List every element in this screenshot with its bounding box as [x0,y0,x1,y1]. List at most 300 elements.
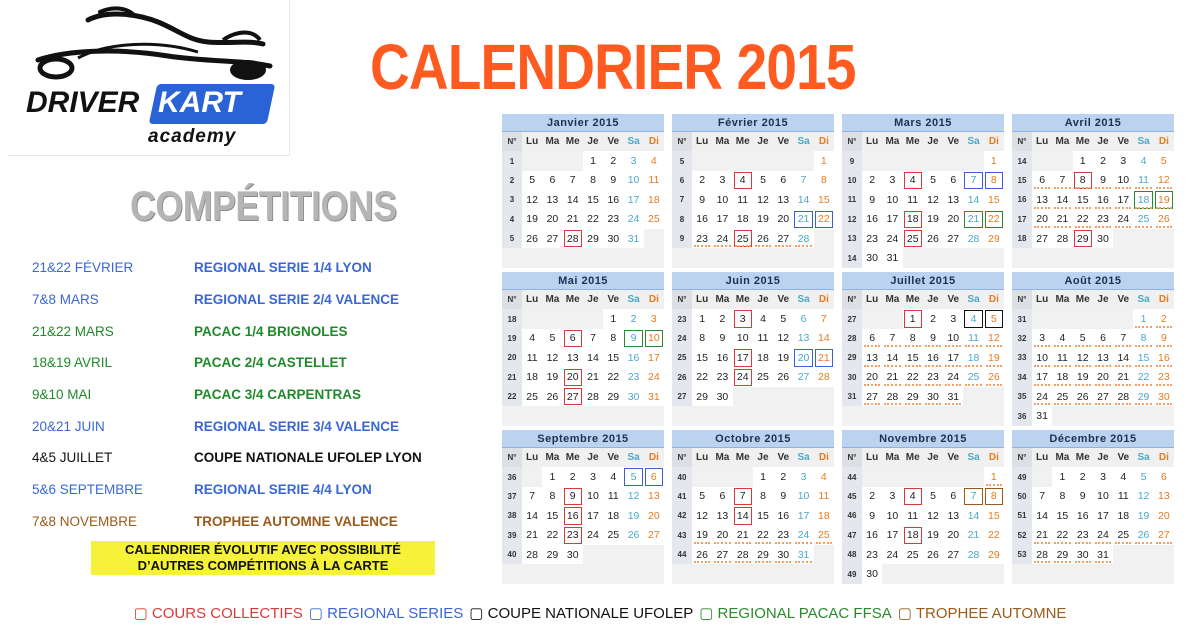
weekday-header: Sa [963,448,983,467]
month-title: Avril 2015 [1012,114,1174,132]
competition-name: REGIONAL SERIE 1/4 LYON [194,260,372,276]
week-number [1012,248,1032,267]
calendar-empty-cell [603,406,623,425]
calendar-day: 12 [696,509,708,522]
week-number [502,406,522,425]
calendar-day: 4 [820,471,827,484]
weekday-header: Ve [943,448,963,467]
calendar-day: 3 [950,313,957,326]
calendar-day: 19 [526,213,538,226]
calendar-day: 15 [903,348,923,367]
calendar-day: 28 [587,390,599,403]
calendar-day: 9 [699,193,706,206]
calendar-day: 7 [529,490,536,503]
calendar-day: 20 [546,213,559,226]
calendar-day: 4 [1140,155,1147,168]
calendar-day: 17 [627,193,640,206]
calendar-day: 28 [526,548,538,561]
weekday-header: Di [814,290,834,309]
calendar-day: 29 [1073,229,1093,248]
calendar-day: 12 [627,490,640,503]
calendar-empty-cell [692,248,712,267]
calendar-day: 22 [546,529,559,542]
calendar-empty-cell [1154,406,1174,425]
calendar-empty-cell [882,406,902,425]
calendar-day: 14 [882,348,902,367]
week-number: 6 [672,171,692,190]
week-number: 5 [502,229,522,248]
weekday-header: Lu [692,290,712,309]
calendar-day: 21 [733,526,753,545]
calendar-day: 12 [1073,348,1093,367]
calendar-empty-cell [984,387,1004,406]
calendar-day: 11 [737,193,749,206]
week-number: 27 [842,309,862,328]
week-number [1012,564,1032,583]
calendar-day: 7 [733,487,753,506]
weekday-header: Lu [862,290,882,309]
calendar-day: 19 [1154,190,1174,209]
calendar-day: 8 [984,171,1004,190]
week-number: 31 [842,387,862,406]
calendar-day: 10 [716,193,729,206]
weekday-header: Lu [522,290,542,309]
calendar-day: 5 [1140,471,1147,484]
calendar-empty-cell [923,406,943,425]
calendar-empty-cell [1032,564,1052,583]
calendar-day: 18 [1133,190,1153,209]
calendar-day: 29 [1133,387,1153,406]
calendar-empty-cell [542,309,562,328]
calendar-day: 1 [760,471,766,484]
calendar-empty-cell [814,564,834,583]
calendar-day: 30 [716,390,729,403]
calendar-day: 19 [1073,368,1093,387]
calendar-day: 8 [1059,490,1066,503]
calendar-empty-cell [583,309,603,328]
calendar-day: 5 [984,309,1004,328]
calendar-day: 27 [797,371,810,384]
calendar-day: 26 [1154,210,1174,229]
competitions-title: COMPÉTITIONS [130,182,397,229]
calendar-day: 6 [1032,171,1052,190]
calendar-day: 6 [1093,329,1113,348]
weekday-header: Ve [603,290,623,309]
month-calendar [672,114,834,268]
competition-date: 5&6 SEPTEMBRE [32,482,144,498]
calendar-empty-cell [753,564,773,583]
calendar-empty-cell [943,151,963,170]
weekday-header: Lu [522,448,542,467]
calendar-day: 21 [1052,210,1072,229]
week-number: 46 [842,506,862,525]
weekday-header: Je [923,290,943,309]
weekday-header: Lu [522,132,542,151]
month-title: Janvier 2015 [502,114,664,132]
week-number [842,406,862,425]
calendar-day: 31 [943,387,963,406]
calendar-day: 4 [1052,329,1072,348]
calendar-day: 10 [886,509,899,522]
calendar-empty-cell [1133,406,1153,425]
calendar-day: 9 [623,329,643,348]
calendar-empty-cell [1133,248,1153,267]
calendar-day: 16 [607,193,620,206]
calendar-day: 26 [546,390,559,403]
calendar-empty-cell [814,387,834,406]
calendar-day: 14 [526,509,538,522]
calendar-empty-cell [882,309,902,328]
calendar-day: 2 [1079,471,1086,484]
calendar-empty-cell [644,248,664,267]
calendar-day: 1 [699,313,706,326]
note-line-2: D’AUTRES COMPÉTITIONS À LA CARTE [137,558,389,573]
calendar-day: 4 [903,171,923,190]
weekday-header: Sa [793,132,813,151]
week-number: 38 [502,506,522,525]
calendar-day: 24 [712,229,732,248]
color-legend [0,604,1200,622]
calendar-day: 20 [1032,210,1052,229]
calendar-day: 3 [733,309,753,328]
calendar-empty-cell [583,564,603,583]
weekday-header: Di [814,448,834,467]
calendar-day: 30 [1073,545,1093,564]
competition-date: 9&10 MAI [32,387,92,403]
calendar-day: 6 [950,490,957,503]
calendar-day: 1 [1059,471,1066,484]
competition-name: REGIONAL SERIE 4/4 LYON [194,482,372,498]
calendar-day: 10 [1097,490,1109,503]
calendar-day: 23 [773,526,793,545]
weekday-header: Lu [1032,448,1052,467]
weekday-header: Ma [1052,290,1072,309]
calendar-day: 4 [1120,471,1127,484]
calendar-day: 21 [566,213,579,226]
calendar-day: 28 [1032,545,1052,564]
calendar-day: 4 [760,313,766,326]
calendar-day: 21 [882,368,902,387]
calendar-day: 2 [610,155,617,168]
calendar-day: 4 [529,332,536,345]
weekday-header: Je [753,132,773,151]
calendar-day: 27 [546,232,559,245]
calendar-day: 30 [866,252,878,265]
calendar-day: 16 [563,506,583,525]
week-number: 15 [1012,171,1032,190]
week-number: 31 [1012,309,1032,328]
calendar-day: 16 [866,213,878,226]
calendar-day: 24 [886,548,899,561]
calendar-empty-cell [814,406,834,425]
calendar-empty-cell [793,406,813,425]
calendar-day: 1 [984,467,1004,486]
week-number: 36 [502,467,522,486]
calendar-day: 23 [866,232,878,245]
calendar-day: 28 [733,545,753,564]
calendar-day: 30 [627,390,640,403]
calendar-day: 29 [587,232,599,245]
calendar-empty-cell [773,564,793,583]
calendar-empty-cell [522,406,542,425]
competition-row [32,410,472,442]
calendar-day: 19 [984,348,1004,367]
calendar-day: 2 [780,471,787,484]
calendar-empty-cell [943,248,963,267]
calendar-day: 19 [1137,509,1150,522]
calendar-empty-cell [522,151,542,170]
weekday-header: Me [1073,132,1093,151]
calendar-empty-cell [1133,564,1153,583]
calendar-day: 25 [607,529,620,542]
calendar-day: 25 [814,526,834,545]
calendar-day: 19 [927,529,939,542]
logo-word-kart: KART [158,86,241,119]
calendar-empty-cell [563,309,583,328]
calendar-day: 27 [1154,526,1174,545]
weekday-header: Me [903,290,923,309]
calendar-day: 6 [1160,471,1167,484]
calendar-day: 31 [1093,545,1113,564]
week-number: 44 [672,545,692,564]
calendar-empty-cell [563,248,583,267]
calendar-day: 26 [777,371,790,384]
calendar-empty-cell [753,406,773,425]
weekday-header: Je [1093,290,1113,309]
week-number: 30 [842,368,862,387]
calendar-day: 11 [607,490,619,503]
calendar-day: 12 [927,193,939,206]
calendar-day: 13 [566,351,579,364]
week-number: 13 [842,229,862,248]
calendar-day: 24 [733,368,753,387]
calendar-day: 16 [923,348,943,367]
calendar-day: 31 [648,390,660,403]
calendar-day: 6 [644,467,664,486]
week-number: 34 [1012,368,1032,387]
calendar-empty-cell [733,387,753,406]
calendar-day: 7 [1052,171,1072,190]
week-number: 51 [1012,506,1032,525]
calendar-day: 27 [648,529,660,542]
calendar-empty-cell [943,467,963,486]
calendar-day: 9 [780,490,787,503]
month-title: Décembre 2015 [1012,430,1174,448]
calendar-empty-cell [522,309,542,328]
weekday-header: N° [1012,132,1032,151]
calendar-day: 9 [869,193,876,206]
calendar-empty-cell [793,151,813,170]
calendar-day: 28 [1113,387,1133,406]
calendar-empty-cell [563,406,583,425]
month-calendar [1012,272,1174,426]
competition-name: PACAC 3/4 CARPENTRAS [194,387,362,403]
calendar-day: 11 [907,193,919,206]
calendar-day: 11 [757,332,769,345]
calendar-empty-cell [882,564,902,583]
calendar-day: 18 [1117,509,1130,522]
calendar-day: 3 [889,490,896,503]
weekday-header: Sa [793,448,813,467]
month-title: Mai 2015 [502,272,664,290]
calendar-day: 20 [947,213,960,226]
weekday-header: Di [984,290,1004,309]
calendar-empty-cell [733,406,753,425]
calendar-day: 7 [882,329,902,348]
calendar-empty-cell [542,151,562,170]
calendar-empty-cell [623,564,643,583]
week-number: 14 [842,248,862,267]
calendar-day: 31 [793,545,813,564]
month-title: Octobre 2015 [672,430,834,448]
calendar-empty-cell [644,564,664,583]
calendar-day: 19 [546,371,559,384]
calendar-empty-cell [583,406,603,425]
calendar-day: 22 [814,210,834,229]
calendar-empty-cell [1032,151,1052,170]
calendar-day: 9 [563,487,583,506]
weekday-header: Sa [1133,448,1153,467]
calendar-empty-cell [603,248,623,267]
calendar-day: 27 [712,545,732,564]
calendar-day: 18 [963,348,983,367]
weekday-header: Ve [603,132,623,151]
month-calendar [672,272,834,426]
calendar-empty-cell [623,248,643,267]
calendar-day: 9 [610,174,617,187]
calendar-day: 27 [947,232,960,245]
week-number: 48 [842,545,862,564]
week-number: 27 [672,387,692,406]
evolving-calendar-note [91,541,435,575]
competition-date: 21&22 MARS [32,323,114,339]
calendar-empty-cell [563,151,583,170]
calendar-empty-cell [773,387,793,406]
calendar-day: 10 [1113,171,1133,190]
weekday-header: Ve [1113,448,1133,467]
calendar-day: 13 [1158,490,1170,503]
calendar-empty-cell [923,467,943,486]
calendar-empty-cell [1073,406,1093,425]
calendar-empty-cell [583,248,603,267]
competition-name: REGIONAL SERIE 3/4 VALENCE [194,418,400,434]
weekday-header: Ve [773,132,793,151]
calendar-day: 19 [627,509,640,522]
calendar-day: 1 [990,155,997,168]
competition-name: PACAC 1/4 BRIGNOLES [194,323,348,339]
calendar-day: 29 [753,545,773,564]
calendar-empty-cell [1073,309,1093,328]
calendar-day: 1 [1079,155,1086,168]
calendar-empty-cell [984,564,1004,583]
calendar-empty-cell [583,545,603,564]
calendar-empty-cell [1154,564,1174,583]
weekday-header: Ve [773,290,793,309]
competition-row [32,347,472,379]
weekday-header: N° [502,290,522,309]
calendar-day: 25 [903,229,923,248]
weekday-header: Ma [712,132,732,151]
calendar-day: 10 [627,174,640,187]
calendar-day: 23 [1073,526,1093,545]
month-calendar [502,114,664,268]
calendar-day: 27 [1036,232,1048,245]
calendar-day: 3 [889,174,896,187]
month-title: Juin 2015 [672,272,834,290]
calendar-empty-cell [1113,229,1133,248]
calendar-day: 22 [1073,210,1093,229]
calendar-empty-cell [943,406,963,425]
calendar-day: 25 [733,229,753,248]
calendar-day: 20 [712,526,732,545]
calendar-day: 31 [627,232,640,245]
week-number: 25 [672,348,692,367]
month-title: Septembre 2015 [502,430,664,448]
calendar-empty-cell [1154,545,1174,564]
week-number: 12 [842,210,862,229]
calendar-day: 7 [963,487,983,506]
calendar-day: 17 [886,213,899,226]
calendar-day: 3 [1100,471,1106,484]
calendar-day: 14 [1113,348,1133,367]
weekday-header: Je [1093,132,1113,151]
legend-item: ▢ TROPHEE AUTOMNE [897,605,1067,622]
week-number: 4 [502,210,522,229]
calendar-day: 14 [967,509,980,522]
calendar-day: 10 [736,332,749,345]
week-number: 43 [672,526,692,545]
week-number: 53 [1012,545,1032,564]
weekday-header: Ma [882,290,902,309]
calendar-day: 20 [777,213,790,226]
calendar-empty-cell [963,564,983,583]
weekday-header: Me [733,290,753,309]
calendar-day: 5 [699,490,706,503]
calendar-day: 22 [1052,526,1072,545]
calendar-day: 23 [923,368,943,387]
calendar-day: 15 [988,193,1000,206]
calendar-day: 6 [800,313,807,326]
week-number [672,564,692,583]
calendar-empty-cell [862,151,882,170]
calendar-day: 29 [546,548,559,561]
calendar-day: 5 [760,174,766,187]
calendar-day: 27 [862,387,882,406]
calendar-day: 13 [1032,190,1052,209]
calendar-day: 15 [696,351,708,364]
calendar-day: 20 [1158,509,1170,522]
calendar-empty-cell [862,406,882,425]
weekday-header: Me [733,132,753,151]
calendar-day: 17 [943,348,963,367]
calendar-empty-cell [1032,309,1052,328]
calendar-day: 5 [549,332,556,345]
week-number: 40 [672,467,692,486]
calendar-empty-cell [1113,564,1133,583]
calendar-empty-cell [692,467,712,486]
calendar-empty-cell [712,151,732,170]
weekday-header: Je [923,448,943,467]
calendar-day: 9 [1079,490,1086,503]
calendar-day: 24 [1093,526,1113,545]
calendar-day: 24 [793,526,813,545]
calendar-day: 21 [587,371,599,384]
weekday-header: Ma [712,448,732,467]
calendar-empty-cell [563,564,583,583]
month-title: Mars 2015 [842,114,1004,132]
weekday-header: Je [923,132,943,151]
calendar-day: 31 [886,252,899,265]
